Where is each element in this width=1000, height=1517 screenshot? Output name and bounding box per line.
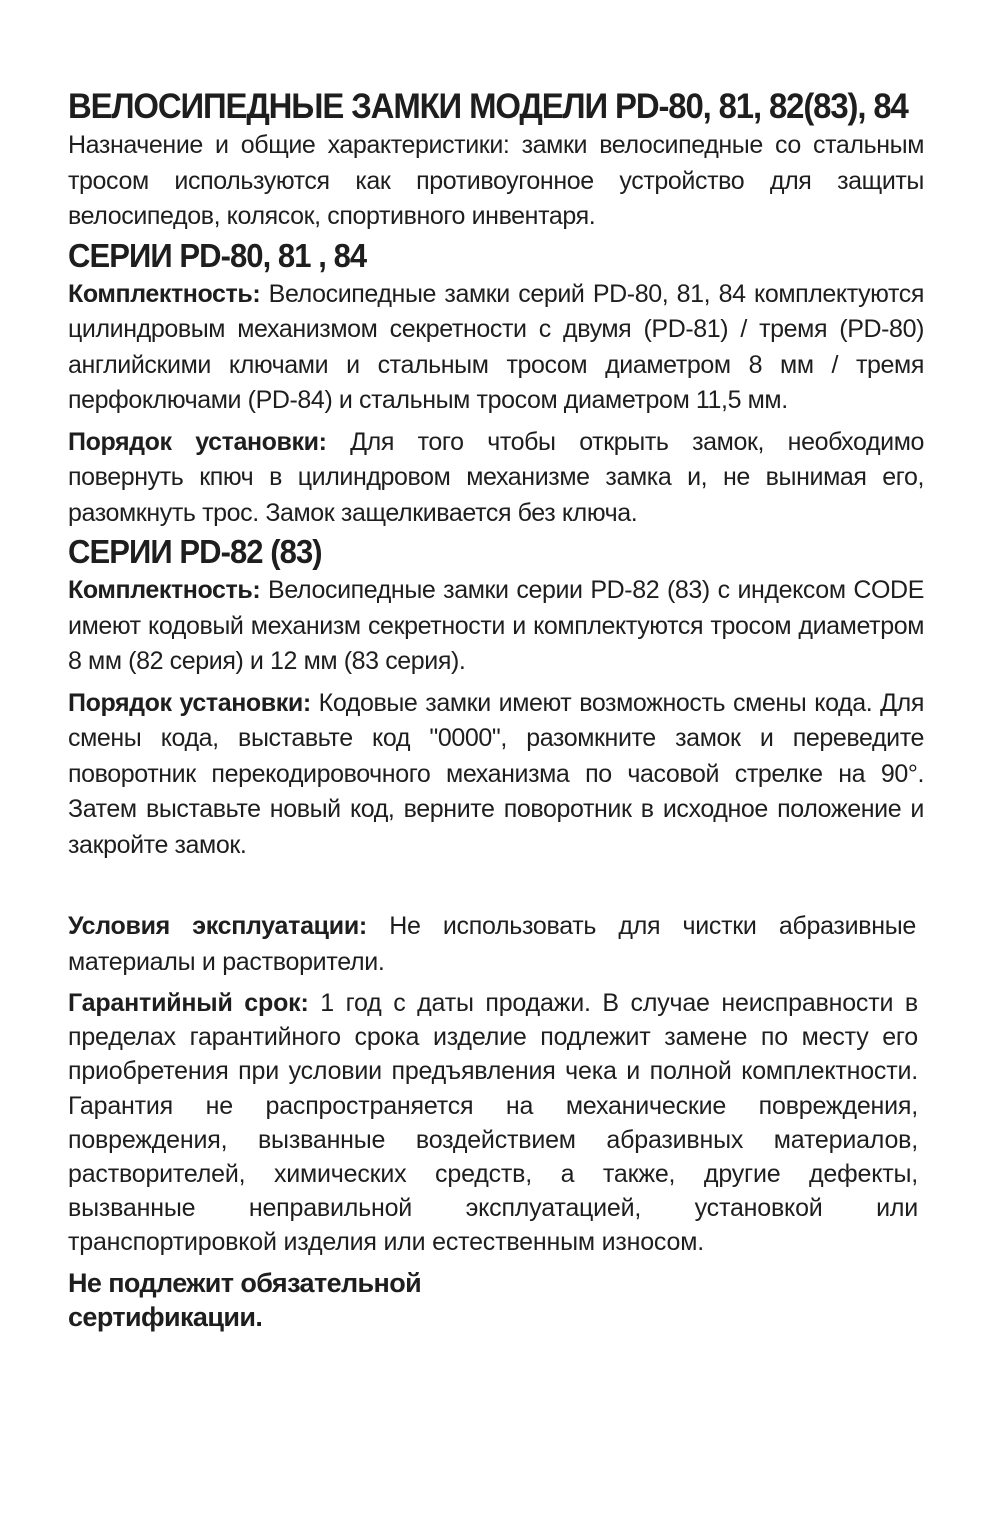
warranty-label: Гарантийный срок: xyxy=(68,989,309,1017)
series-b-install xyxy=(68,686,924,864)
series-a-install-text: Для того чтобы открыть замок, необходимо повернуть кпюч в цилиндровом механизме замка и, не вынимая его, разомкнуть трос. Замок защелкивается без ключа. xyxy=(68,427,925,527)
series-b-completeness-text: Велосипедные замки серии PD-82 (83) с индексом CODE имеют кодовый механизм секретности и комплектуются тросом диаметром 8 мм (82 серия) и 12 мм (83 серия). xyxy=(68,576,924,675)
conditions-paragraph xyxy=(68,909,916,980)
series-a-completeness xyxy=(68,277,924,419)
conditions-text: Не использовать для чистки абразивные материалы и растворители. xyxy=(68,912,916,976)
series-b-install-text: Кодовые замки имеют возможность смены кода. Для смены кода, выставьте код "0000", разомкните замок и переведите поворотник перекодировочного механизма по часовой стрелке на 90°. Затем выставьте новый код, верните поворотник в исходное положение и закройте замок. xyxy=(68,688,924,859)
series-a-title: СЕРИИ PD-80, 81 , 84 xyxy=(68,236,367,274)
conditions-label: Условия эксплуатации: xyxy=(68,912,367,940)
main-title: ВЕЛОСИПЕДНЫЕ ЗАМКИ МОДЕЛИ PD-80, 81, 82(83), 84 xyxy=(68,87,908,126)
series-b-completeness xyxy=(68,573,924,680)
warranty-text: 1 год с даты продажи. В случае неисправности в пределах гарантийного срока изделие подлежит замене по месту его приобретения при условии предъявления чека и полной комплектности. Гарантия не распространяется на механические повреждения, повреждения, вызванные воздействием абразивных материалов, растворителей, химических средств, а также, другие дефекты, вызванные неправильной эксплуатацией, установкой или транспортировкой изделия или естественным износом. xyxy=(68,989,918,1257)
intro-paragraph: Назначение и общие характеристики: замки велосипедные со стальным тросом используются как противоугонное устройство для защиты велосипедов, колясок, спортивного инвентаря. xyxy=(68,131,924,230)
series-b-completeness-label: Комплектность: xyxy=(68,576,261,604)
certification-line-1: Не подлежит обязательной xyxy=(68,1267,422,1298)
series-a-install xyxy=(68,425,924,532)
certification-note xyxy=(68,1266,924,1334)
series-a-install-label: Порядок установки: xyxy=(68,427,327,456)
certification-line-2: сертификации. xyxy=(68,1301,263,1332)
series-a-completeness-text: Велосипедные замки серий PD-80, 81, 84 комплектуются цилиндровым механизмом секретности с двумя (PD-81) / тремя (PD-80) английскими ключами и стальным тросом диаметром 8 мм / тремя перфоключами (PD-84) и стальным тросом диаметром 11,5 мм. xyxy=(68,279,924,414)
section-spacer xyxy=(68,863,924,909)
series-b-title: СЕРИИ PD-82 (83) xyxy=(68,533,322,570)
series-b-install-label: Порядок установки: xyxy=(68,688,311,717)
series-a-completeness-label: Комплектность: xyxy=(68,279,261,308)
warranty-paragraph xyxy=(68,986,918,1260)
instruction-sheet xyxy=(68,86,924,1334)
